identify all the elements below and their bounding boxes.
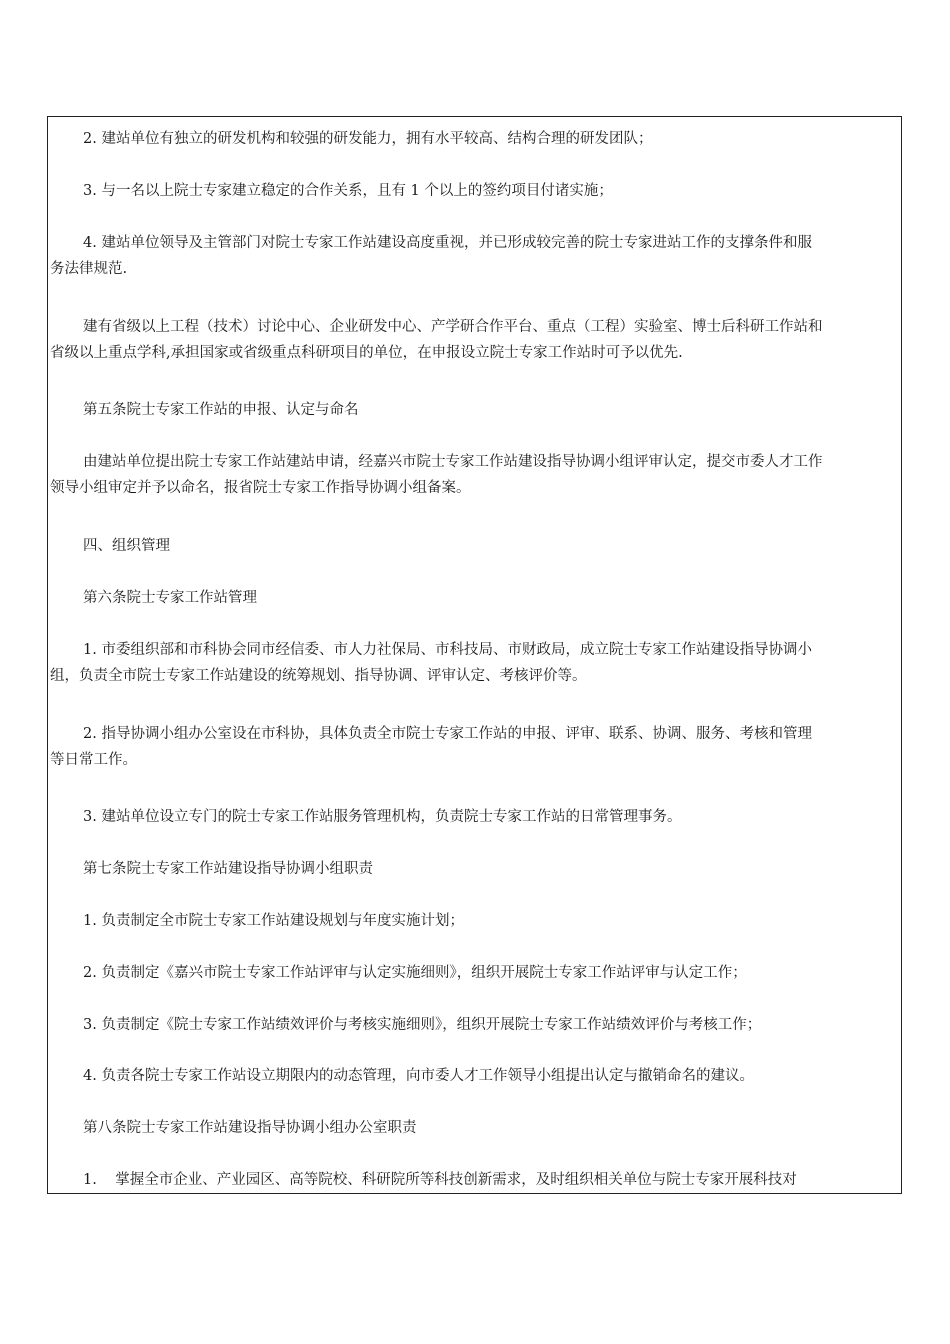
paragraph-item-8-1 [48, 1167, 903, 1193]
paragraph-line: 领导小组审定并予以命名，报省院士专家工作指导协调小组备案。 [50, 480, 471, 496]
paragraph-item-6-1 [48, 637, 903, 689]
paragraph-line: 2. 指导协调小组办公室设在市科协，具体负责全市院士专家工作站的申报、评审、联系、协调、服务、考核和管理 [83, 726, 812, 742]
paragraph-line: 第五条院士专家工作站的申报、认定与命名 [83, 402, 359, 418]
document-frame [47, 116, 902, 1194]
paragraph-line: 1. 市委组织部和市科协会同市经信委、市人力社保局、市科技局、市财政局，成立院士专家工作站建设指导协调小 [83, 642, 812, 658]
paragraph-application [48, 449, 903, 501]
paragraph-line: 第六条院士专家工作站管理 [83, 590, 257, 606]
paragraph-line: 第七条院士专家工作站建设指导协调小组职责 [83, 861, 373, 877]
paragraph-line: 组，负责全市院士专家工作站建设的统筹规划、指导协调、评审认定、考核评价等。 [50, 668, 587, 684]
paragraph-line: 1. 掌握全市企业、产业园区、高等院校、科研院所等科技创新需求，及时组织相关单位与院士专家开展科技对 [83, 1172, 797, 1188]
paragraph-line: 省级以上重点学科,承担国家或省级重点科研项目的单位，在申报设立院士专家工作站时可予以优先. [50, 345, 683, 361]
paragraph-line: 等日常工作。 [50, 752, 137, 768]
paragraph-line: 4. 负责各院士专家工作站设立期限内的动态管理，向市委人才工作领导小组提出认定与撤销命名的建议。 [83, 1068, 754, 1084]
paragraph-line: 四、组织管理 [83, 538, 170, 554]
paragraph-item-6-2 [48, 721, 903, 773]
paragraph-line: 2. 负责制定《嘉兴市院士专家工作站评审与认定实施细则》，组织开展院士专家工作站评审与认定工作； [83, 965, 747, 981]
article-8-heading [48, 1115, 903, 1141]
paragraph-item-7-2 [48, 960, 903, 986]
paragraph-line: 1. 负责制定全市院士专家工作站建设规划与年度实施计划； [83, 913, 464, 929]
paragraph-item-2 [48, 126, 903, 152]
paragraph-item-7-3 [48, 1012, 903, 1038]
paragraph-item-6-3 [48, 804, 903, 830]
article-6-heading [48, 585, 903, 611]
paragraph-item-7-4 [48, 1063, 903, 1089]
paragraph-line: 务法律规范. [50, 261, 128, 277]
paragraph-line: 3. 建站单位设立专门的院士专家工作站服务管理机构，负责院士专家工作站的日常管理事务。 [83, 809, 682, 825]
paragraph-line: 建有省级以上工程（技术）讨论中心、企业研发中心、产学研合作平台、重点（工程）实验室、博士后科研工作站和 [83, 319, 823, 335]
paragraph-line: 2. 建站单位有独立的研发机构和较强的研发能力，拥有水平较高、结构合理的研发团队； [83, 131, 653, 147]
paragraph-item-4 [48, 230, 903, 282]
paragraph-line: 3. 与一名以上院士专家建立稳定的合作关系，且有 1 个以上的签约项目付诸实施； [83, 183, 613, 199]
paragraph-line: 由建站单位提出院士专家工作站建站申请，经嘉兴市院士专家工作站建设指导协调小组评审认定，提交市委人才工作 [83, 454, 823, 470]
paragraph-priority [48, 314, 903, 366]
paragraph-item-3 [48, 178, 903, 204]
section-4-heading [48, 533, 903, 559]
paragraph-line: 4. 建站单位领导及主管部门对院士专家工作站建设高度重视，并已形成较完善的院士专家进站工作的支撑条件和服 [83, 235, 812, 251]
paragraph-line: 第八条院士专家工作站建设指导协调小组办公室职责 [83, 1120, 417, 1136]
article-5-heading [48, 397, 903, 423]
paragraph-line: 3. 负责制定《院士专家工作站绩效评价与考核实施细则》，组织开展院士专家工作站绩效评价与考核工作； [83, 1017, 762, 1033]
paragraph-item-7-1 [48, 908, 903, 934]
article-7-heading [48, 856, 903, 882]
